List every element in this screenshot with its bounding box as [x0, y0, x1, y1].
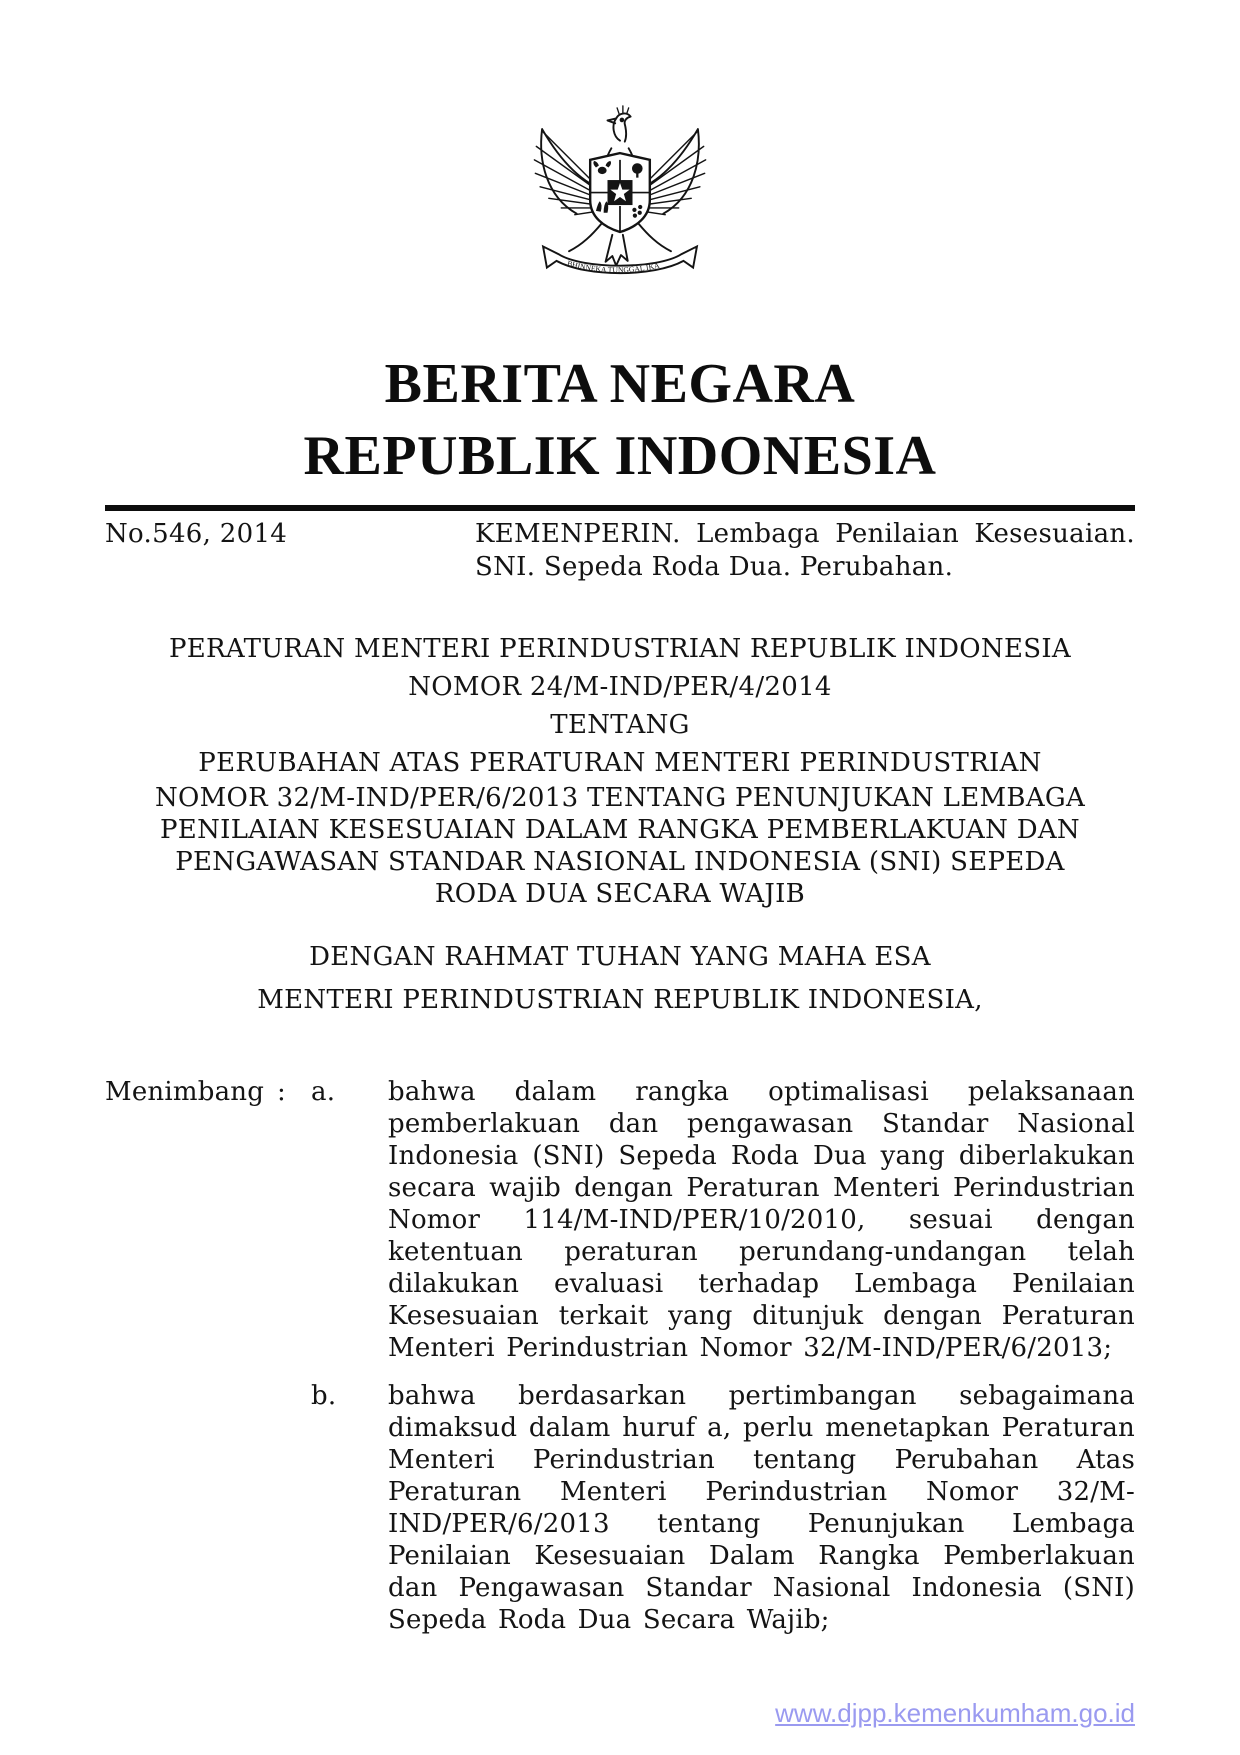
regulation-number-line: NOMOR 24/M-IND/PER/4/2014 [408, 672, 832, 702]
tentang-label: TENTANG [550, 710, 690, 740]
masthead-title-line1: BERITA NEGARA [384, 353, 856, 415]
considerations-separator: : [277, 1077, 286, 1107]
gazette-subject [475, 518, 1135, 584]
considerations-separator-spacer [277, 1380, 311, 1636]
consideration-item-a [105, 1076, 1135, 1364]
considerations-label: Menimbang [105, 1077, 265, 1107]
gazette-header-row [105, 518, 1135, 584]
gazette-number: No.546, 2014 [105, 519, 288, 549]
gazette-subject-line2: SNI. Sepeda Roda Dua. Perubahan. [475, 552, 954, 582]
emblem-motto: BHINNEKA TUNGGAL IKA [566, 258, 661, 275]
regulation-heading [105, 630, 1135, 1019]
masthead-title [105, 348, 1135, 492]
invocation-line: DENGAN RAHMAT TUHAN YANG MAHA ESA [309, 942, 931, 972]
authority-line: MENTERI PERINDUSTRIAN REPUBLIK INDONESIA, [257, 985, 983, 1015]
consideration-text: bahwa dalam rangka optimalisasi pelaksanaan pemberlakuan dan pengawasan Standar Nasional Indonesia (SNI) Sepeda Roda Dua yang diberlakukan secara wajib dengan Peraturan Menteri Perindustrian Nomor 114/M-IND/PER/10/2010, sesuai dengan ketentuan peraturan perundang-undangan telah dilakukan evaluasi terhadap Lembaga Penilaian Kesesuaian terkait yang ditunjuk dengan Peraturan Menteri Perindustrian Nomor 32/M-IND/PER/6/2013; [388, 1077, 1135, 1363]
garuda-pancasila-icon [519, 100, 721, 288]
considerations-section [105, 1076, 1135, 1636]
amendment-title-line: PERUBAHAN ATAS PERATURAN MENTERI PERINDUSTRIAN [198, 748, 1042, 778]
consideration-marker: a. [311, 1077, 336, 1107]
consideration-item-b [105, 1380, 1135, 1636]
footer-link[interactable]: www.djpp.kemenkumham.go.id [775, 1698, 1135, 1728]
emblem-container [105, 0, 1135, 292]
consideration-text: bahwa berdasarkan pertimbangan sebagaimana dimaksud dalam huruf a, perlu menetapkan Peraturan Menteri Perindustrian tentang Perubahan Atas Peraturan Menteri Perindustrian Nomor 32/M-IND/PER/6/2013 tentang Penunjukan Lembaga Penilaian Kesesuaian Dalam Rangka Pemberlakuan dan Pengawasan Standar Nasional Indonesia (SNI) Sepeda Roda Dua Secara Wajib; [388, 1381, 1135, 1635]
amendment-subject-line: NOMOR 32/M-IND/PER/6/2013 TENTANG PENUNJUKAN LEMBAGA PENILAIAN KESESUAIAN DALAM RANGKA PEMBERLAKUAN DAN PENGAWASAN STANDAR NASIONAL INDONESIA (SNI) SEPEDA RODA DUA SECARA WAJIB [154, 783, 1086, 909]
masthead-title-line2: REPUBLIK INDONESIA [303, 425, 937, 487]
gazette-subject-line1: KEMENPERIN. Lembaga Penilaian Kesesuaian. [475, 519, 1135, 549]
masthead-rule [105, 505, 1135, 511]
regulation-title-line: PERATURAN MENTERI PERINDUSTRIAN REPUBLIK INDONESIA [168, 634, 1072, 664]
considerations-label-spacer [105, 1380, 277, 1636]
consideration-marker: b. [311, 1381, 337, 1411]
